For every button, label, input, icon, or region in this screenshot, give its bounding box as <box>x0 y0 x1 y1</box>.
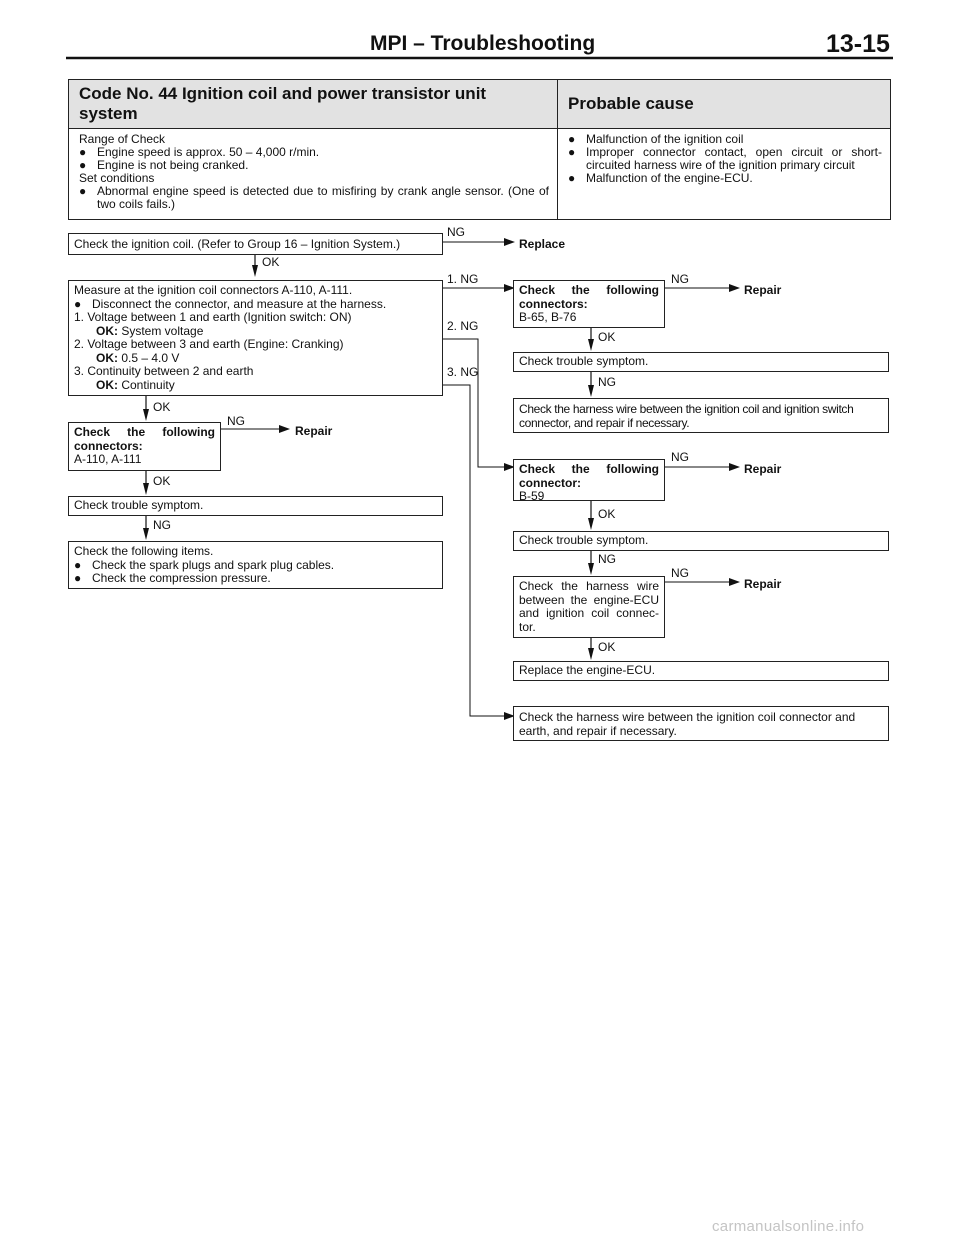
r2-harness-ok: OK <box>598 640 616 654</box>
left-connectors-repair: Repair <box>295 424 333 438</box>
step1-ok-label: OK <box>262 255 280 269</box>
range-heading: Range of Check <box>79 132 166 146</box>
cause-item: ● Malfunction of the ignition coil <box>568 132 744 146</box>
step1-ng-label: NG <box>447 225 465 239</box>
page-number: 13-15 <box>826 30 890 58</box>
cause-cell <box>558 129 891 220</box>
r2-connector-title: Check the following connector: <box>519 462 659 490</box>
r2-connector-code: B-59 <box>519 489 545 503</box>
code-heading: Code No. 44 Ignition coil and power transistor unit system <box>69 80 558 129</box>
r1-ok-label: OK <box>598 330 616 344</box>
code-table <box>68 79 891 220</box>
ng2-label: 2. NG <box>447 319 479 333</box>
range-item: ● Engine is not being cranked. <box>79 158 249 172</box>
measure-title: Measure at the ignition coil connectors A-110, A-111. <box>74 283 353 297</box>
cause-item: ● Malfunction of the engine-ECU. <box>568 171 753 185</box>
measure-step-2-ok: OK: 0.5 – 4.0 V <box>96 350 180 365</box>
check-ignition-coil-box: Check the ignition coil. (Refer to Group 16 – Ignition System.) <box>68 233 443 255</box>
measure-step-2: 2. Voltage between 3 and earth (Engine: Cranking) <box>74 337 344 351</box>
left-connectors-title: Check the following connectors: <box>74 425 215 453</box>
range-cell <box>69 129 558 220</box>
left-connectors-ng: NG <box>227 414 245 428</box>
section-title: MPI – Troubleshooting <box>370 32 596 55</box>
r2-connector-ng: NG <box>671 450 689 464</box>
probable-cause-heading: Probable cause <box>558 80 891 129</box>
r1-connectors-title: Check the following connectors: <box>519 283 659 311</box>
measure-bullet: ● Disconnect the connector, and measure at the harness. <box>74 296 387 311</box>
left-ok-label-1: OK <box>153 400 171 414</box>
replace-action: Replace <box>519 237 566 251</box>
cause-item: ● Improper connector contact, open circuit or short-circuited harness wire of the ignition primary circuit <box>568 145 882 172</box>
r2-trouble-box: Check trouble symptom. <box>513 531 889 551</box>
left-ng-label: NG <box>153 518 171 532</box>
r3-harness-box: Check the harness wire between the ignition coil connector and earth, and repair if necessary. <box>513 706 889 741</box>
r2-harness-repair: Repair <box>744 577 782 591</box>
r1-connectors-box <box>513 280 665 328</box>
r2-harness-ng: NG <box>671 566 689 580</box>
left-connectors-box <box>68 422 221 471</box>
measure-step-3-ok: OK: Continuity <box>96 377 175 392</box>
watermark: carmanualsonline.info <box>712 1218 865 1235</box>
measure-connectors-box <box>68 280 443 396</box>
r1-connectors-ng: NG <box>671 272 689 286</box>
measure-step-1: 1. Voltage between 1 and earth (Ignition switch: ON) <box>74 310 352 324</box>
left-items-box <box>68 541 443 589</box>
left-item: ● Check the compression pressure. <box>74 571 271 585</box>
left-connectors-codes: A-110, A-111 <box>74 452 142 466</box>
left-items-title: Check the following items. <box>74 544 214 558</box>
measure-step-3: 3. Continuity between 2 and earth <box>74 364 254 378</box>
left-ok-label-2: OK <box>153 474 171 488</box>
r1-trouble-box: Check trouble symptom. <box>513 352 889 372</box>
r2-connector-repair: Repair <box>744 462 782 476</box>
ng1-label: 1. NG <box>447 272 479 286</box>
r2-ng-label: NG <box>598 552 616 566</box>
set-heading: Set conditions <box>79 171 155 185</box>
set-item: ● Abnormal engine speed is detected due to misfiring by crank angle sensor. (One of two coils fails.) <box>79 184 549 211</box>
r1-connectors-codes: B-65, B-76 <box>519 310 577 324</box>
r1-harness-box: Check the harness wire between the ignition coil and ignition switch connector, and repair if necessary. <box>513 398 889 433</box>
left-trouble-box: Check trouble symptom. <box>68 496 443 516</box>
ng3-label: 3. NG <box>447 365 479 379</box>
r1-connectors-repair: Repair <box>744 283 782 297</box>
r1-ng-label: NG <box>598 375 616 389</box>
measure-step-1-ok: OK: System voltage <box>96 323 204 338</box>
replace-ecu-box: Replace the engine-ECU. <box>513 661 889 681</box>
left-item: ● Check the spark plugs and spark plug cables. <box>74 557 335 572</box>
r2-harness-box: Check the harness wire between the engine-ECU and ignition coil connec- tor. <box>513 576 665 638</box>
range-item: ● Engine speed is approx. 50 – 4,000 r/min. <box>79 145 320 159</box>
r2-connector-box <box>513 459 665 501</box>
r2-ok-label: OK <box>598 507 616 521</box>
